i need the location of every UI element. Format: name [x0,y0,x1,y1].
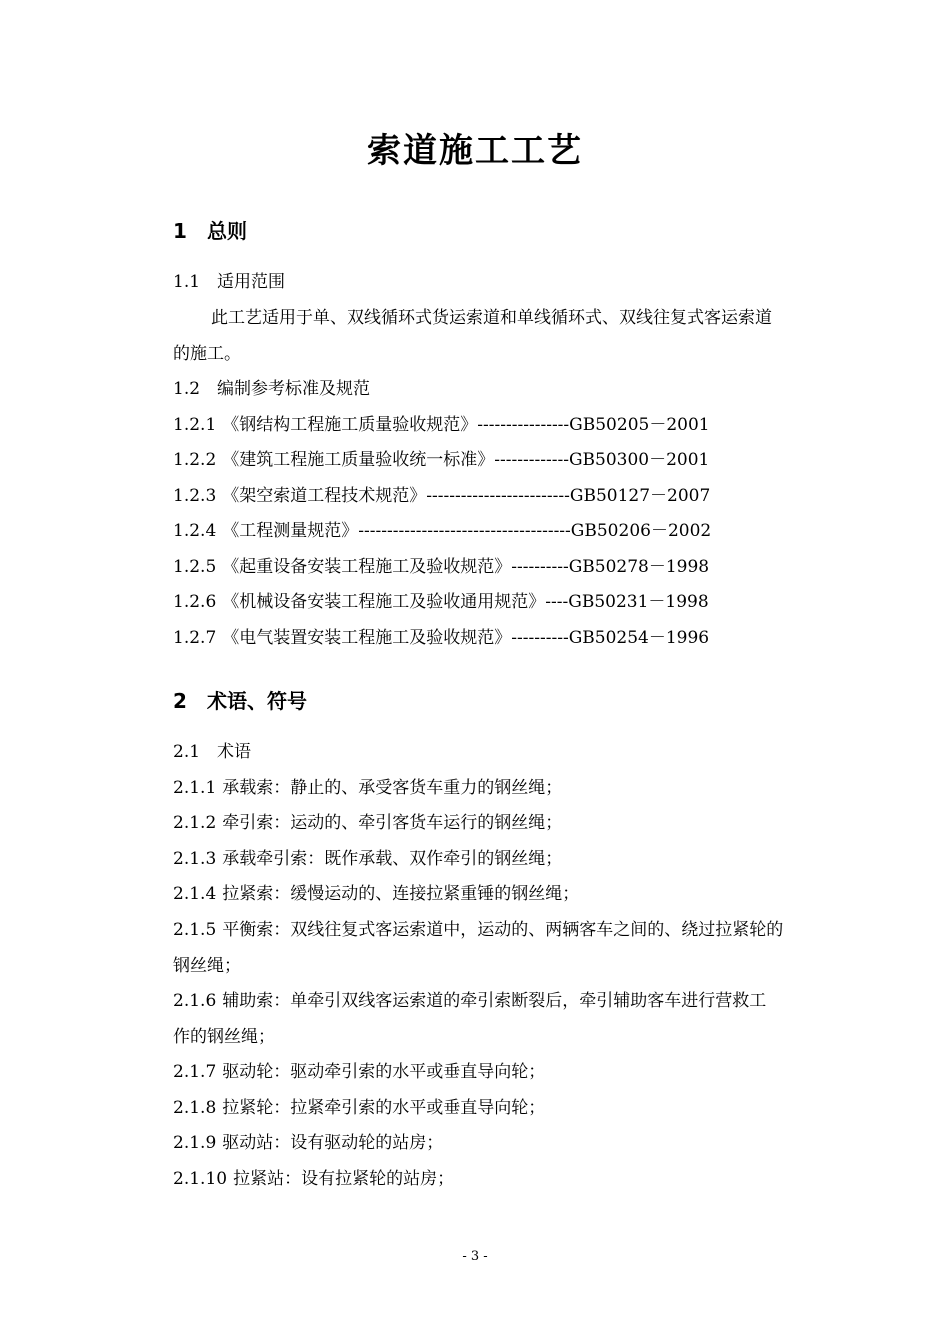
item-text: 拉紧轮：拉紧牵引索的水平或垂直导向轮； [222,1098,546,1118]
item-number: 1.2.4 [173,521,217,541]
reference-item [173,625,709,651]
subsection-number: 1.1 [173,272,201,292]
item-text: 作的钢丝绳； [173,1027,275,1047]
subsection-2-1 [173,739,251,765]
item-text: 辅助索：单牵引双线客运索道的牵引索断裂后，牵引辅助客车进行营救工 [222,991,767,1011]
term-item [173,988,766,1014]
term-item [173,1166,454,1192]
subsection-label: 术语 [217,742,251,762]
section-heading-2 [173,686,307,716]
section-heading-1 [173,216,247,246]
reference-item [173,447,709,473]
item-text: 《电气装置安装工程施工及验收规范》----------GB50254－1996 [222,628,710,648]
item-number: 1.2.6 [173,592,217,612]
item-text: 《机械设备安装工程施工及验收通用规范》----GB50231－1998 [222,592,709,612]
item-text: 《架空索道工程技术规范》-------------------------GB50127－2007 [222,486,711,506]
item-text: 拉紧站：设有拉紧轮的站房； [233,1169,455,1189]
term-item [173,917,783,943]
term-item [173,1059,545,1085]
item-number: 2.1.4 [173,884,217,904]
item-text: 《起重设备安装工程施工及验收规范》----------GB50278－1998 [222,557,710,577]
item-number: 2.1.2 [173,813,217,833]
term-item [173,846,562,872]
item-text: 驱动轮：驱动牵引索的水平或垂直导向轮； [222,1062,546,1082]
item-number: 1.2.2 [173,450,217,470]
reference-item [173,589,709,615]
item-text: 驱动站：设有驱动轮的站房； [222,1133,444,1153]
term-item [173,810,562,836]
item-text: 《钢结构工程施工质量验收规范》----------------GB50205－2001 [222,415,710,435]
subsection-1-1 [173,269,285,295]
subsection-1-2 [173,376,370,402]
reference-item [173,554,709,580]
term-continuation [173,953,241,979]
item-number: 2.1.3 [173,849,217,869]
reference-item [173,518,711,544]
page-number: - 3 - [462,1249,488,1264]
section-number: 2 [173,689,187,713]
item-number: 1.2.3 [173,486,217,506]
item-number: 1.2.7 [173,628,217,648]
term-item [173,1130,443,1156]
reference-item [173,483,710,509]
item-number: 2.1.5 [173,920,217,940]
item-text: 承载牵引索：既作承载、双作牵引的钢丝绳； [222,849,563,869]
section-label: 术语、符号 [207,689,307,713]
item-text: 承载索：静止的、承受客货车重力的钢丝绳； [222,778,563,798]
term-item [173,881,579,907]
item-number: 2.1.8 [173,1098,217,1118]
item-number: 2.1.6 [173,991,217,1011]
term-item [173,1095,545,1121]
item-number: 1.2.5 [173,557,217,577]
item-text: 《工程测量规范》-------------------------------------GB50206－2002 [222,521,712,541]
item-text: 平衡索：双线往复式客运索道中，运动的、两辆客车之间的、绕过拉紧轮的 [222,920,784,940]
item-text: 拉紧索：缓慢运动的、连接拉紧重锤的钢丝绳； [222,884,580,904]
term-item [173,775,562,801]
item-number: 2.1.9 [173,1133,217,1153]
section-label: 总则 [207,219,247,243]
item-number: 2.1.7 [173,1062,217,1082]
subsection-number: 1.2 [173,379,201,399]
item-number: 2.1.10 [173,1169,228,1189]
reference-item [173,412,710,438]
subsection-label: 编制参考标准及规范 [217,379,370,399]
item-text: 《建筑工程施工质量验收统一标准》-------------GB50300－2001 [222,450,710,470]
term-continuation [173,1024,275,1050]
section-number: 1 [173,219,187,243]
subsection-label: 适用范围 [217,272,285,292]
subsection-number: 2.1 [173,742,201,762]
item-number: 2.1.1 [173,778,217,798]
paragraph-line: 此工艺适用于单、双线循环式货运索道和单线循环式、双线往复式客运索道 [211,308,772,328]
document-title: 索道施工工艺 [367,131,583,171]
item-number: 1.2.1 [173,415,217,435]
paragraph-line: 的施工。 [173,344,241,364]
item-text: 牵引索：运动的、牵引客货车运行的钢丝绳； [222,813,563,833]
item-text: 钢丝绳； [173,956,241,976]
